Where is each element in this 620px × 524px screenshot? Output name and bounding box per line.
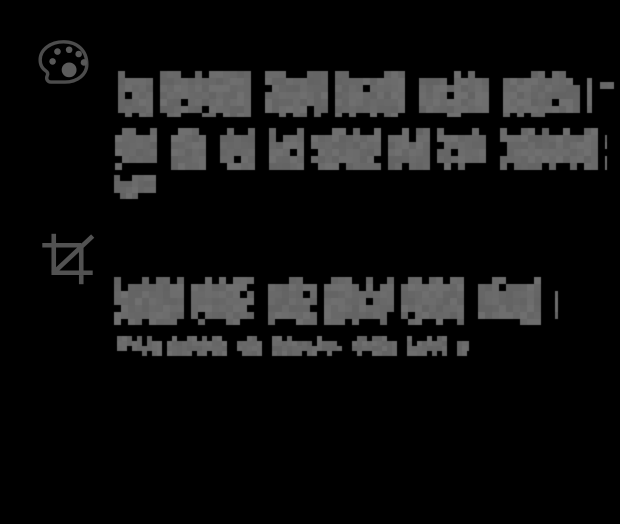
palette-outline: [40, 42, 87, 82]
crop-strokes: [42, 234, 92, 284]
palette-big-dot: [62, 62, 77, 77]
crop-icon: [40, 231, 95, 287]
palette-icon: [37, 39, 90, 87]
